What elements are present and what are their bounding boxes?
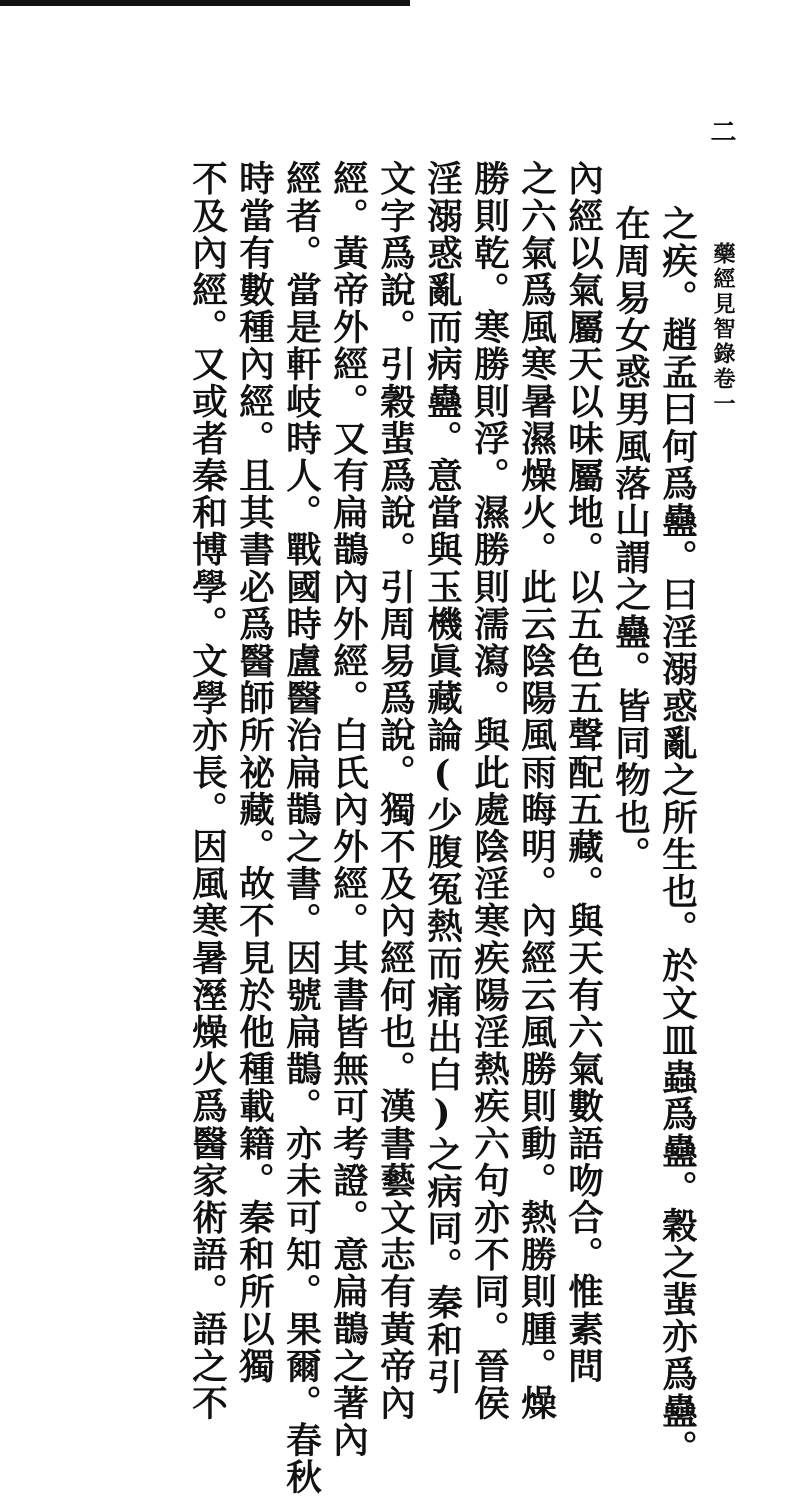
- text-column-4: 之六氣爲風寒暑濕燥火。此云陰陽風雨晦明。內經云風勝則動。熱勝則腫。燥: [515, 160, 557, 1422]
- text-column-11: 不及內經。又或者秦和博學。文學亦長。因風寒暑溼燥火爲醫家術語。語之不: [186, 160, 228, 1422]
- text-column-10: 時當有數種內經。且其書必爲醫師所祕藏。故不見於他種載籍。秦和所以獨: [233, 160, 275, 1385]
- top-border-rule: [0, 0, 410, 6]
- text-column-9: 經者。當是軒岐時人。戰國時盧醫治扁鵲之書。因號扁鵲。亦未可知。果爾。春秋: [280, 160, 322, 1496]
- text-column-7: 文字爲說。引穀蜚爲說。引周易爲說。獨不及內經何也。漢書藝文志有黃帝內: [374, 160, 416, 1422]
- text-column-1: 之疾。趙孟曰何爲蠱。曰淫溺惑亂之所生也。於文皿蟲爲蠱。穀之蜚亦爲蠱。: [656, 205, 698, 1467]
- running-header-title: 藥經見智錄: [710, 242, 736, 367]
- running-header-volume: 卷一: [710, 367, 736, 417]
- text-column-6: 淫溺惑亂而病蠱。意當與玉機眞藏論(少腹冤熱而痛出白)之病同。秦和引: [421, 160, 463, 1396]
- text-column-2: 在周易女惑男風落山謂之蠱。皆同物也。: [609, 205, 651, 873]
- text-column-5: 勝則乾。寒勝則浮。濕勝則濡瀉。與此處陰淫寒疾陽淫熱疾六句亦不同。晉侯: [468, 160, 510, 1422]
- text-column-8: 經。黃帝外經。又有扁鵲內外經。白氏內外經。其書皆無可考證。意扁鵲之著內: [327, 160, 369, 1459]
- text-column-3: 內經以氣屬天以味屬地。以五色五聲配五藏。與天有六氣數語吻合。惟素問: [562, 160, 604, 1385]
- page-number: 二: [706, 118, 736, 148]
